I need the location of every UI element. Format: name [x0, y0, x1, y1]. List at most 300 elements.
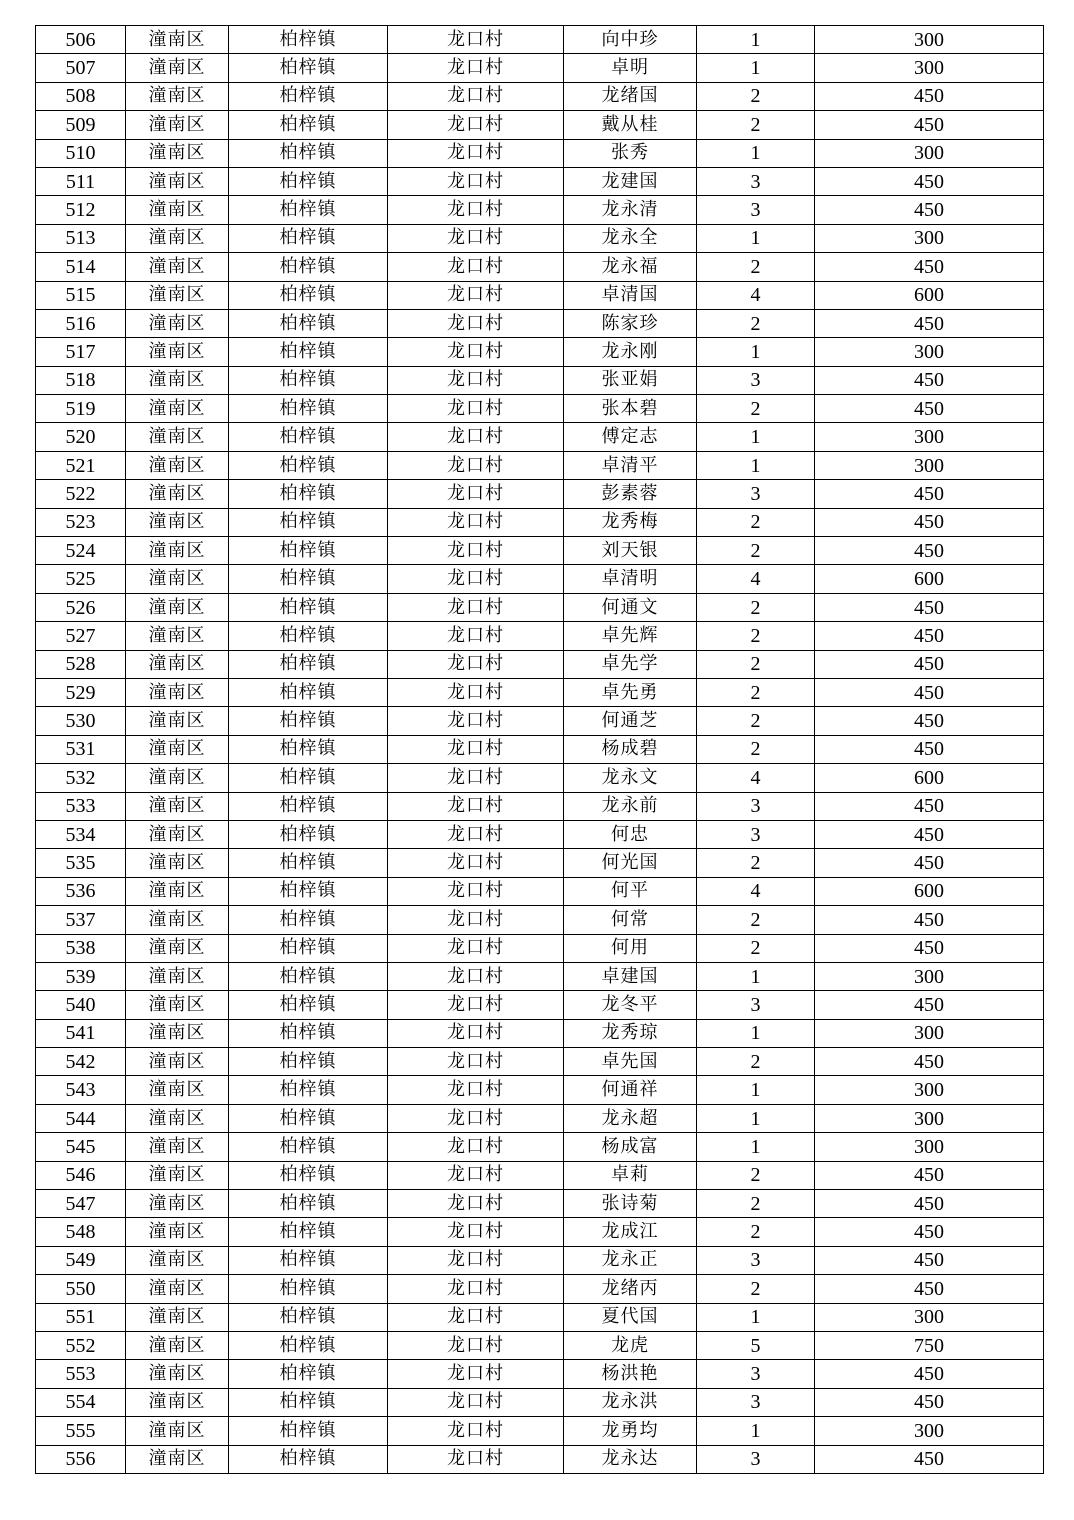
- household-size-cell: 2: [697, 111, 815, 139]
- table-row: [36, 877, 1044, 905]
- district-cell: 潼南区: [126, 54, 229, 82]
- household-size-cell: 1: [697, 451, 815, 479]
- amount-cell: 450: [815, 196, 1044, 224]
- district-cell: 潼南区: [126, 1331, 229, 1359]
- table-row: [36, 991, 1044, 1019]
- table-row: [36, 650, 1044, 678]
- village-cell: 龙口村: [388, 1019, 564, 1047]
- village-cell: 龙口村: [388, 224, 564, 252]
- serial-number-cell: 512: [36, 196, 126, 224]
- amount-cell: 450: [815, 167, 1044, 195]
- amount-cell: 450: [815, 622, 1044, 650]
- name-cell: 龙秀梅: [564, 508, 697, 536]
- district-cell: 潼南区: [126, 309, 229, 337]
- household-size-cell: 4: [697, 565, 815, 593]
- household-size-cell: 2: [697, 508, 815, 536]
- name-cell: 张本碧: [564, 395, 697, 423]
- household-size-cell: 3: [697, 1388, 815, 1416]
- village-cell: 龙口村: [388, 991, 564, 1019]
- serial-number-cell: 548: [36, 1218, 126, 1246]
- table-row: [36, 224, 1044, 252]
- table-row: [36, 678, 1044, 706]
- table-row: [36, 111, 1044, 139]
- amount-cell: 450: [815, 1048, 1044, 1076]
- table-row: [36, 1048, 1044, 1076]
- amount-cell: 600: [815, 877, 1044, 905]
- table-row: [36, 281, 1044, 309]
- name-cell: 龙绪国: [564, 82, 697, 110]
- town-cell: 柏梓镇: [229, 1161, 388, 1189]
- village-cell: 龙口村: [388, 820, 564, 848]
- name-cell: 龙秀琼: [564, 1019, 697, 1047]
- name-cell: 卓清平: [564, 451, 697, 479]
- amount-cell: 450: [815, 934, 1044, 962]
- district-cell: 潼南区: [126, 1218, 229, 1246]
- serial-number-cell: 533: [36, 792, 126, 820]
- village-cell: 龙口村: [388, 1161, 564, 1189]
- household-size-cell: 2: [697, 934, 815, 962]
- town-cell: 柏梓镇: [229, 1190, 388, 1218]
- serial-number-cell: 510: [36, 139, 126, 167]
- household-size-cell: 3: [697, 991, 815, 1019]
- district-cell: 潼南区: [126, 622, 229, 650]
- town-cell: 柏梓镇: [229, 1275, 388, 1303]
- name-cell: 向中珍: [564, 26, 697, 54]
- amount-cell: 300: [815, 451, 1044, 479]
- village-cell: 龙口村: [388, 54, 564, 82]
- town-cell: 柏梓镇: [229, 1445, 388, 1473]
- name-cell: 龙永正: [564, 1246, 697, 1274]
- table-row: [36, 792, 1044, 820]
- town-cell: 柏梓镇: [229, 1133, 388, 1161]
- village-cell: 龙口村: [388, 934, 564, 962]
- name-cell: 刘天银: [564, 537, 697, 565]
- household-size-cell: 3: [697, 1445, 815, 1473]
- serial-number-cell: 518: [36, 366, 126, 394]
- household-size-cell: 2: [697, 253, 815, 281]
- household-size-cell: 4: [697, 281, 815, 309]
- serial-number-cell: 522: [36, 480, 126, 508]
- serial-number-cell: 546: [36, 1161, 126, 1189]
- village-cell: 龙口村: [388, 338, 564, 366]
- amount-cell: 450: [815, 111, 1044, 139]
- amount-cell: 300: [815, 1076, 1044, 1104]
- serial-number-cell: 529: [36, 678, 126, 706]
- household-size-cell: 4: [697, 877, 815, 905]
- table-row: [36, 395, 1044, 423]
- name-cell: 卓先国: [564, 1048, 697, 1076]
- table-row: [36, 934, 1044, 962]
- district-cell: 潼南区: [126, 735, 229, 763]
- town-cell: 柏梓镇: [229, 54, 388, 82]
- village-cell: 龙口村: [388, 111, 564, 139]
- amount-cell: 450: [815, 735, 1044, 763]
- table-row: [36, 54, 1044, 82]
- table-row: [36, 480, 1044, 508]
- district-cell: 潼南区: [126, 196, 229, 224]
- name-cell: 傅定志: [564, 423, 697, 451]
- serial-number-cell: 538: [36, 934, 126, 962]
- table-row: [36, 1218, 1044, 1246]
- serial-number-cell: 537: [36, 906, 126, 934]
- household-size-cell: 1: [697, 54, 815, 82]
- town-cell: 柏梓镇: [229, 309, 388, 337]
- town-cell: 柏梓镇: [229, 366, 388, 394]
- amount-cell: 600: [815, 565, 1044, 593]
- table-row: [36, 1019, 1044, 1047]
- village-cell: 龙口村: [388, 707, 564, 735]
- village-cell: 龙口村: [388, 1303, 564, 1331]
- serial-number-cell: 542: [36, 1048, 126, 1076]
- name-cell: 戴从桂: [564, 111, 697, 139]
- serial-number-cell: 514: [36, 253, 126, 281]
- district-cell: 潼南区: [126, 1048, 229, 1076]
- district-cell: 潼南区: [126, 1246, 229, 1274]
- district-cell: 潼南区: [126, 395, 229, 423]
- district-cell: 潼南区: [126, 650, 229, 678]
- town-cell: 柏梓镇: [229, 224, 388, 252]
- name-cell: 龙成江: [564, 1218, 697, 1246]
- name-cell: 杨成富: [564, 1133, 697, 1161]
- village-cell: 龙口村: [388, 849, 564, 877]
- table-row: [36, 1388, 1044, 1416]
- district-cell: 潼南区: [126, 1076, 229, 1104]
- district-cell: 潼南区: [126, 1360, 229, 1388]
- village-cell: 龙口村: [388, 593, 564, 621]
- amount-cell: 300: [815, 1104, 1044, 1132]
- village-cell: 龙口村: [388, 26, 564, 54]
- name-cell: 何常: [564, 906, 697, 934]
- town-cell: 柏梓镇: [229, 196, 388, 224]
- name-cell: 龙建国: [564, 167, 697, 195]
- village-cell: 龙口村: [388, 906, 564, 934]
- serial-number-cell: 553: [36, 1360, 126, 1388]
- town-cell: 柏梓镇: [229, 1048, 388, 1076]
- name-cell: 何用: [564, 934, 697, 962]
- village-cell: 龙口村: [388, 678, 564, 706]
- household-size-cell: 2: [697, 1190, 815, 1218]
- name-cell: 卓明: [564, 54, 697, 82]
- name-cell: 陈家珍: [564, 309, 697, 337]
- district-cell: 潼南区: [126, 1019, 229, 1047]
- amount-cell: 450: [815, 991, 1044, 1019]
- district-cell: 潼南区: [126, 849, 229, 877]
- village-cell: 龙口村: [388, 1218, 564, 1246]
- serial-number-cell: 516: [36, 309, 126, 337]
- town-cell: 柏梓镇: [229, 1218, 388, 1246]
- household-size-cell: 2: [697, 1275, 815, 1303]
- amount-cell: 450: [815, 1445, 1044, 1473]
- village-cell: 龙口村: [388, 167, 564, 195]
- serial-number-cell: 536: [36, 877, 126, 905]
- table-row: [36, 139, 1044, 167]
- serial-number-cell: 539: [36, 962, 126, 990]
- town-cell: 柏梓镇: [229, 1331, 388, 1359]
- town-cell: 柏梓镇: [229, 877, 388, 905]
- district-cell: 潼南区: [126, 480, 229, 508]
- household-size-cell: 5: [697, 1331, 815, 1359]
- village-cell: 龙口村: [388, 1133, 564, 1161]
- amount-cell: 450: [815, 849, 1044, 877]
- household-size-cell: 2: [697, 1218, 815, 1246]
- serial-number-cell: 506: [36, 26, 126, 54]
- district-cell: 潼南区: [126, 820, 229, 848]
- district-cell: 潼南区: [126, 764, 229, 792]
- district-cell: 潼南区: [126, 792, 229, 820]
- name-cell: 龙绪丙: [564, 1275, 697, 1303]
- town-cell: 柏梓镇: [229, 906, 388, 934]
- amount-cell: 450: [815, 1360, 1044, 1388]
- village-cell: 龙口村: [388, 735, 564, 763]
- name-cell: 龙永清: [564, 196, 697, 224]
- amount-cell: 300: [815, 1019, 1044, 1047]
- name-cell: 龙永文: [564, 764, 697, 792]
- serial-number-cell: 540: [36, 991, 126, 1019]
- household-size-cell: 3: [697, 167, 815, 195]
- name-cell: 杨成碧: [564, 735, 697, 763]
- village-cell: 龙口村: [388, 139, 564, 167]
- district-cell: 潼南区: [126, 253, 229, 281]
- town-cell: 柏梓镇: [229, 735, 388, 763]
- serial-number-cell: 523: [36, 508, 126, 536]
- district-cell: 潼南区: [126, 1445, 229, 1473]
- serial-number-cell: 534: [36, 820, 126, 848]
- town-cell: 柏梓镇: [229, 707, 388, 735]
- district-cell: 潼南区: [126, 565, 229, 593]
- town-cell: 柏梓镇: [229, 423, 388, 451]
- table-row: [36, 1445, 1044, 1473]
- serial-number-cell: 524: [36, 537, 126, 565]
- district-cell: 潼南区: [126, 707, 229, 735]
- household-size-cell: 1: [697, 139, 815, 167]
- village-cell: 龙口村: [388, 253, 564, 281]
- amount-cell: 450: [815, 366, 1044, 394]
- amount-cell: 450: [815, 906, 1044, 934]
- name-cell: 卓清明: [564, 565, 697, 593]
- household-size-cell: 1: [697, 1417, 815, 1445]
- household-size-cell: 2: [697, 622, 815, 650]
- name-cell: 龙永洪: [564, 1388, 697, 1416]
- town-cell: 柏梓镇: [229, 451, 388, 479]
- town-cell: 柏梓镇: [229, 338, 388, 366]
- district-cell: 潼南区: [126, 962, 229, 990]
- table-row: [36, 1190, 1044, 1218]
- name-cell: 张亚娟: [564, 366, 697, 394]
- table-row: [36, 508, 1044, 536]
- village-cell: 龙口村: [388, 1076, 564, 1104]
- village-cell: 龙口村: [388, 480, 564, 508]
- table-row: [36, 735, 1044, 763]
- household-size-cell: 3: [697, 480, 815, 508]
- table-row: [36, 1331, 1044, 1359]
- name-cell: 何通芝: [564, 707, 697, 735]
- district-cell: 潼南区: [126, 139, 229, 167]
- district-cell: 潼南区: [126, 423, 229, 451]
- amount-cell: 300: [815, 1417, 1044, 1445]
- town-cell: 柏梓镇: [229, 537, 388, 565]
- serial-number-cell: 550: [36, 1275, 126, 1303]
- serial-number-cell: 520: [36, 423, 126, 451]
- household-size-cell: 2: [697, 395, 815, 423]
- amount-cell: 600: [815, 764, 1044, 792]
- household-size-cell: 1: [697, 338, 815, 366]
- amount-cell: 450: [815, 1246, 1044, 1274]
- household-size-cell: 1: [697, 1076, 815, 1104]
- name-cell: 何光国: [564, 849, 697, 877]
- table-row: [36, 167, 1044, 195]
- household-size-cell: 2: [697, 82, 815, 110]
- household-size-cell: 3: [697, 1246, 815, 1274]
- household-size-cell: 3: [697, 196, 815, 224]
- serial-number-cell: 527: [36, 622, 126, 650]
- town-cell: 柏梓镇: [229, 253, 388, 281]
- village-cell: 龙口村: [388, 1048, 564, 1076]
- amount-cell: 450: [815, 1190, 1044, 1218]
- district-cell: 潼南区: [126, 991, 229, 1019]
- district-cell: 潼南区: [126, 366, 229, 394]
- household-size-cell: 4: [697, 764, 815, 792]
- district-cell: 潼南区: [126, 281, 229, 309]
- table-row: [36, 906, 1044, 934]
- serial-number-cell: 543: [36, 1076, 126, 1104]
- household-size-cell: 1: [697, 1133, 815, 1161]
- serial-number-cell: 545: [36, 1133, 126, 1161]
- household-size-cell: 2: [697, 1161, 815, 1189]
- district-cell: 潼南区: [126, 1161, 229, 1189]
- table-row: [36, 1360, 1044, 1388]
- town-cell: 柏梓镇: [229, 1388, 388, 1416]
- table-row: [36, 593, 1044, 621]
- serial-number-cell: 541: [36, 1019, 126, 1047]
- name-cell: 卓莉: [564, 1161, 697, 1189]
- district-cell: 潼南区: [126, 1275, 229, 1303]
- amount-cell: 750: [815, 1331, 1044, 1359]
- town-cell: 柏梓镇: [229, 395, 388, 423]
- serial-number-cell: 517: [36, 338, 126, 366]
- district-cell: 潼南区: [126, 877, 229, 905]
- serial-number-cell: 554: [36, 1388, 126, 1416]
- town-cell: 柏梓镇: [229, 962, 388, 990]
- village-cell: 龙口村: [388, 281, 564, 309]
- amount-cell: 600: [815, 281, 1044, 309]
- village-cell: 龙口村: [388, 1388, 564, 1416]
- name-cell: 何通文: [564, 593, 697, 621]
- amount-cell: 450: [815, 707, 1044, 735]
- name-cell: 何忠: [564, 820, 697, 848]
- village-cell: 龙口村: [388, 366, 564, 394]
- amount-cell: 300: [815, 423, 1044, 451]
- town-cell: 柏梓镇: [229, 111, 388, 139]
- town-cell: 柏梓镇: [229, 1019, 388, 1047]
- district-cell: 潼南区: [126, 906, 229, 934]
- name-cell: 何平: [564, 877, 697, 905]
- district-cell: 潼南区: [126, 508, 229, 536]
- district-cell: 潼南区: [126, 111, 229, 139]
- table-row: [36, 820, 1044, 848]
- town-cell: 柏梓镇: [229, 26, 388, 54]
- amount-cell: 450: [815, 1218, 1044, 1246]
- amount-cell: 450: [815, 593, 1044, 621]
- table-row: [36, 622, 1044, 650]
- table-row: [36, 366, 1044, 394]
- district-cell: 潼南区: [126, 537, 229, 565]
- amount-cell: 450: [815, 395, 1044, 423]
- name-cell: 龙永达: [564, 1445, 697, 1473]
- amount-cell: 450: [815, 820, 1044, 848]
- serial-number-cell: 507: [36, 54, 126, 82]
- table-row: [36, 338, 1044, 366]
- table-row: [36, 26, 1044, 54]
- village-cell: 龙口村: [388, 622, 564, 650]
- serial-number-cell: 525: [36, 565, 126, 593]
- name-cell: 卓建国: [564, 962, 697, 990]
- household-size-cell: 2: [697, 707, 815, 735]
- amount-cell: 300: [815, 139, 1044, 167]
- town-cell: 柏梓镇: [229, 1246, 388, 1274]
- serial-number-cell: 515: [36, 281, 126, 309]
- town-cell: 柏梓镇: [229, 1417, 388, 1445]
- town-cell: 柏梓镇: [229, 764, 388, 792]
- village-cell: 龙口村: [388, 1417, 564, 1445]
- household-size-cell: 2: [697, 678, 815, 706]
- amount-cell: 450: [815, 1161, 1044, 1189]
- village-cell: 龙口村: [388, 1246, 564, 1274]
- table-row: [36, 309, 1044, 337]
- village-cell: 龙口村: [388, 423, 564, 451]
- town-cell: 柏梓镇: [229, 792, 388, 820]
- amount-cell: 300: [815, 962, 1044, 990]
- serial-number-cell: 528: [36, 650, 126, 678]
- name-cell: 龙勇均: [564, 1417, 697, 1445]
- household-size-cell: 1: [697, 1303, 815, 1331]
- table-row: [36, 1133, 1044, 1161]
- name-cell: 龙虎: [564, 1331, 697, 1359]
- district-cell: 潼南区: [126, 1388, 229, 1416]
- roster-body: [36, 26, 1044, 1474]
- serial-number-cell: 526: [36, 593, 126, 621]
- table-row: [36, 707, 1044, 735]
- household-size-cell: 3: [697, 366, 815, 394]
- amount-cell: 450: [815, 537, 1044, 565]
- name-cell: 张秀: [564, 139, 697, 167]
- village-cell: 龙口村: [388, 508, 564, 536]
- household-size-cell: 2: [697, 309, 815, 337]
- table-row: [36, 1246, 1044, 1274]
- table-row: [36, 962, 1044, 990]
- village-cell: 龙口村: [388, 196, 564, 224]
- town-cell: 柏梓镇: [229, 508, 388, 536]
- household-size-cell: 1: [697, 962, 815, 990]
- table-row: [36, 82, 1044, 110]
- amount-cell: 450: [815, 253, 1044, 281]
- town-cell: 柏梓镇: [229, 849, 388, 877]
- serial-number-cell: 513: [36, 224, 126, 252]
- table-row: [36, 1417, 1044, 1445]
- serial-number-cell: 531: [36, 735, 126, 763]
- serial-number-cell: 547: [36, 1190, 126, 1218]
- district-cell: 潼南区: [126, 593, 229, 621]
- name-cell: 龙永福: [564, 253, 697, 281]
- name-cell: 龙冬平: [564, 991, 697, 1019]
- village-cell: 龙口村: [388, 1445, 564, 1473]
- table-row: [36, 849, 1044, 877]
- table-row: [36, 253, 1044, 281]
- district-cell: 潼南区: [126, 451, 229, 479]
- serial-number-cell: 511: [36, 167, 126, 195]
- household-size-cell: 3: [697, 792, 815, 820]
- district-cell: 潼南区: [126, 1417, 229, 1445]
- household-size-cell: 2: [697, 650, 815, 678]
